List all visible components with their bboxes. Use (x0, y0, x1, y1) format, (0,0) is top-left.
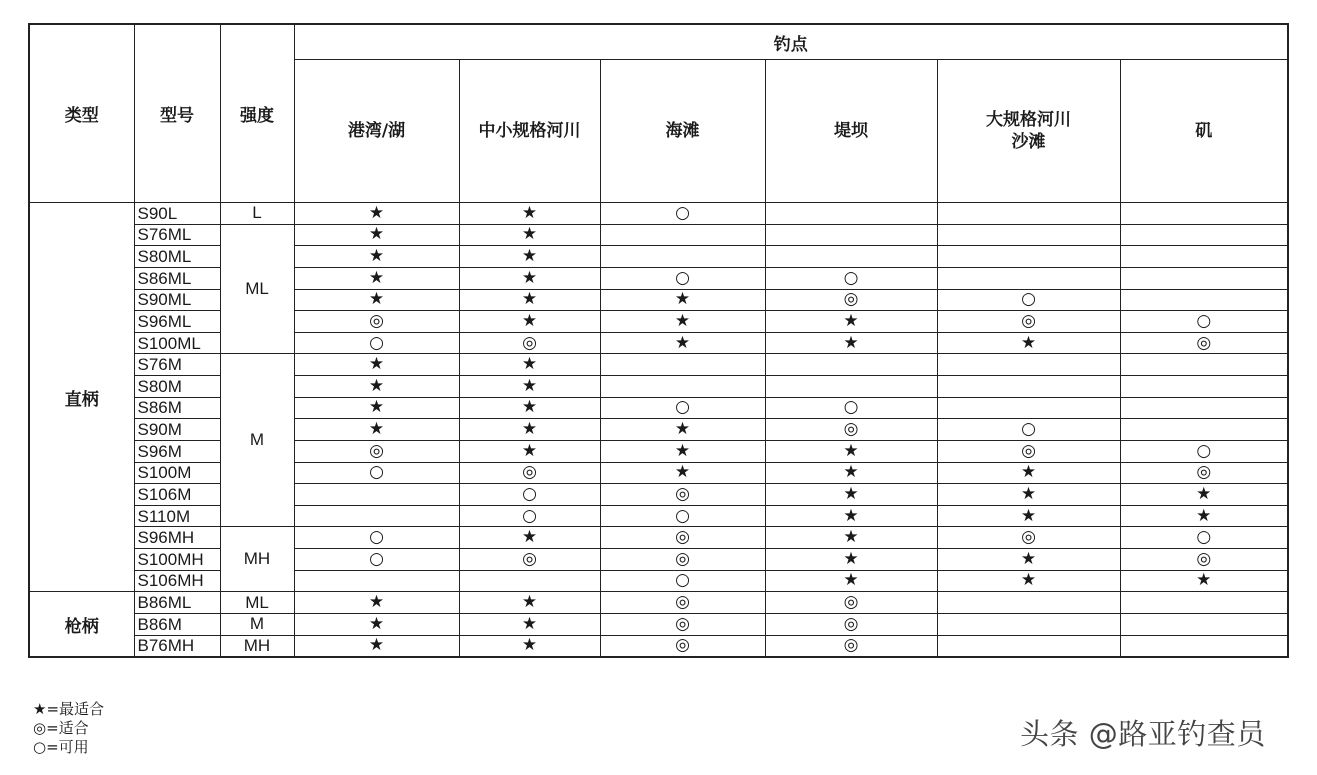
model-cell: S76M (134, 354, 220, 376)
rating-cell: ○ (1120, 440, 1288, 462)
rod-type-cell: 枪柄 (29, 592, 134, 657)
rating-cell: ★ (765, 462, 937, 484)
rod-spot-table (28, 23, 1289, 658)
header-fishing-spots: 钓点 (294, 24, 1288, 60)
rating-cell (600, 376, 765, 398)
watermark: 头条 @路亚钓查员 (1020, 717, 1266, 751)
table-row (29, 311, 1288, 333)
model-cell: S96MH (134, 527, 220, 549)
rating-cell: ★ (294, 203, 459, 225)
rating-cell: ★ (459, 354, 600, 376)
header-spot: 海滩 (600, 60, 765, 203)
model-cell: S90M (134, 419, 220, 441)
rating-cell: ○ (459, 484, 600, 506)
rating-cell: ★ (937, 462, 1120, 484)
rating-cell: ★ (765, 332, 937, 354)
rating-cell: ★ (459, 203, 600, 225)
rating-cell: ★ (765, 549, 937, 571)
rating-cell (1120, 592, 1288, 614)
rating-cell: ◎ (937, 440, 1120, 462)
model-cell: S86M (134, 397, 220, 419)
legend-best: ★=最适合 (33, 700, 105, 718)
rating-cell (1120, 419, 1288, 441)
rating-cell: ★ (459, 397, 600, 419)
table-row (29, 224, 1288, 246)
rating-cell: ○ (294, 332, 459, 354)
strength-cell: ML (220, 224, 294, 354)
rating-cell: ○ (1120, 527, 1288, 549)
rating-cell: ★ (459, 635, 600, 657)
table-row (29, 289, 1288, 311)
rating-cell: ★ (459, 246, 600, 268)
rating-cell: ◎ (1120, 549, 1288, 571)
model-cell: S106MH (134, 570, 220, 592)
rating-cell: ◎ (459, 549, 600, 571)
model-cell: S100M (134, 462, 220, 484)
rating-cell (937, 354, 1120, 376)
rating-cell: ◎ (294, 311, 459, 333)
header-type: 类型 (29, 24, 134, 203)
rating-cell: ★ (459, 311, 600, 333)
rating-cell (937, 376, 1120, 398)
rating-cell (1120, 246, 1288, 268)
legend-usable: ○=可用 (33, 738, 89, 756)
header-model: 型号 (134, 24, 220, 203)
rating-cell: ★ (937, 332, 1120, 354)
rating-cell: ◎ (600, 527, 765, 549)
rating-cell (1120, 635, 1288, 657)
strength-cell: MH (220, 527, 294, 592)
rating-cell: ★ (765, 505, 937, 527)
strength-cell: M (220, 354, 294, 527)
rating-cell: ★ (294, 354, 459, 376)
table-row (29, 527, 1288, 549)
rating-cell: ★ (600, 440, 765, 462)
rating-cell (600, 354, 765, 376)
model-cell: B86M (134, 613, 220, 635)
rating-cell: ◎ (459, 462, 600, 484)
table-row (29, 267, 1288, 289)
rating-cell: ★ (459, 440, 600, 462)
rating-cell: ★ (459, 527, 600, 549)
rating-cell: ★ (294, 267, 459, 289)
strength-cell: M (220, 613, 294, 635)
rating-cell: ★ (937, 505, 1120, 527)
rating-cell: ◎ (600, 592, 765, 614)
rating-cell: ★ (600, 462, 765, 484)
rating-cell (937, 592, 1120, 614)
legend (33, 700, 104, 757)
model-cell: B76MH (134, 635, 220, 657)
rating-cell: ★ (294, 592, 459, 614)
rating-cell: ★ (294, 224, 459, 246)
rating-cell: ★ (459, 592, 600, 614)
model-cell: S90ML (134, 289, 220, 311)
header-spot: 大规格河川 沙滩 (937, 60, 1120, 203)
rating-cell: ★ (459, 613, 600, 635)
rating-cell: ★ (459, 419, 600, 441)
header-spot: 中小规格河川 (459, 60, 600, 203)
rating-cell: ★ (459, 289, 600, 311)
table-row (29, 354, 1288, 376)
rating-cell (937, 397, 1120, 419)
rating-cell (1120, 267, 1288, 289)
rating-cell: ○ (937, 289, 1120, 311)
rating-cell: ★ (1120, 505, 1288, 527)
rating-cell: ★ (765, 311, 937, 333)
table-row (29, 419, 1288, 441)
rating-cell (1120, 613, 1288, 635)
table-row (29, 203, 1288, 225)
rating-cell: ★ (294, 397, 459, 419)
rating-cell: ○ (937, 419, 1120, 441)
rating-cell: ★ (459, 267, 600, 289)
rating-cell: ★ (765, 484, 937, 506)
rating-cell: ◎ (765, 419, 937, 441)
rating-cell: ◎ (294, 440, 459, 462)
rating-cell: ★ (294, 376, 459, 398)
rating-cell: ★ (937, 484, 1120, 506)
rating-cell: ★ (765, 570, 937, 592)
rating-cell: ○ (765, 397, 937, 419)
table-row (29, 635, 1288, 657)
table-row (29, 592, 1288, 614)
rating-cell: ○ (600, 267, 765, 289)
rating-cell: ◎ (600, 549, 765, 571)
rating-cell: ○ (294, 527, 459, 549)
rating-cell (765, 354, 937, 376)
rating-cell (600, 224, 765, 246)
table-row (29, 332, 1288, 354)
rating-cell (1120, 354, 1288, 376)
model-cell: S80M (134, 376, 220, 398)
rating-cell (937, 635, 1120, 657)
rating-cell: ◎ (937, 527, 1120, 549)
rating-cell: ○ (600, 570, 765, 592)
rating-cell (765, 224, 937, 246)
rating-cell: ★ (459, 224, 600, 246)
model-cell: S100MH (134, 549, 220, 571)
rating-cell: ○ (765, 267, 937, 289)
rating-cell: ★ (1120, 570, 1288, 592)
rating-cell: ◎ (600, 484, 765, 506)
rating-cell: ◎ (1120, 462, 1288, 484)
rating-cell: ◎ (600, 613, 765, 635)
legend-suitable: ◎=适合 (33, 719, 89, 737)
rating-cell: ★ (294, 419, 459, 441)
rating-cell (1120, 289, 1288, 311)
rating-cell: ★ (600, 419, 765, 441)
rating-cell (765, 376, 937, 398)
strength-cell: ML (220, 592, 294, 614)
model-cell: B86ML (134, 592, 220, 614)
model-cell: S110M (134, 505, 220, 527)
rating-cell: ★ (294, 613, 459, 635)
rating-cell: ★ (937, 570, 1120, 592)
model-cell: S100ML (134, 332, 220, 354)
table-row (29, 484, 1288, 506)
model-cell: S106M (134, 484, 220, 506)
rating-cell: ◎ (765, 613, 937, 635)
rating-cell: ◎ (937, 311, 1120, 333)
rating-cell (294, 570, 459, 592)
rating-cell (937, 203, 1120, 225)
rating-cell: ○ (459, 505, 600, 527)
rating-cell (937, 613, 1120, 635)
table-row (29, 462, 1288, 484)
header-spot: 堤坝 (765, 60, 937, 203)
rating-cell: ○ (294, 549, 459, 571)
rating-cell (937, 267, 1120, 289)
rating-cell: ◎ (600, 635, 765, 657)
rating-cell (294, 505, 459, 527)
model-cell: S86ML (134, 267, 220, 289)
rating-cell: ◎ (459, 332, 600, 354)
rating-cell: ★ (600, 332, 765, 354)
rating-cell: ◎ (765, 289, 937, 311)
rating-cell (765, 203, 937, 225)
rating-cell (1120, 203, 1288, 225)
rating-cell (1120, 376, 1288, 398)
rating-cell: ★ (294, 289, 459, 311)
table-row (29, 246, 1288, 268)
rating-cell: ○ (600, 397, 765, 419)
model-cell: S76ML (134, 224, 220, 246)
rating-cell (937, 224, 1120, 246)
table-row (29, 505, 1288, 527)
model-cell: S96ML (134, 311, 220, 333)
rating-cell: ◎ (1120, 332, 1288, 354)
rating-cell: ○ (1120, 311, 1288, 333)
table-row (29, 570, 1288, 592)
rating-cell: ★ (459, 376, 600, 398)
header-strength: 强度 (220, 24, 294, 203)
model-cell: S90L (134, 203, 220, 225)
rating-cell: ◎ (765, 592, 937, 614)
rating-cell: ★ (600, 311, 765, 333)
rating-cell: ★ (765, 440, 937, 462)
header-spot: 矶 (1120, 60, 1288, 203)
rating-cell (1120, 224, 1288, 246)
rating-cell: ★ (1120, 484, 1288, 506)
rating-cell: ○ (294, 462, 459, 484)
rating-cell: ★ (600, 289, 765, 311)
rating-cell (937, 246, 1120, 268)
rating-cell (294, 484, 459, 506)
rating-cell: ★ (294, 246, 459, 268)
table-row (29, 440, 1288, 462)
model-cell: S80ML (134, 246, 220, 268)
rating-cell: ★ (294, 635, 459, 657)
strength-cell: MH (220, 635, 294, 657)
table-row (29, 613, 1288, 635)
strength-cell: L (220, 203, 294, 225)
rating-cell: ○ (600, 203, 765, 225)
rating-cell (1120, 397, 1288, 419)
rating-cell: ★ (937, 549, 1120, 571)
table-row (29, 397, 1288, 419)
rating-cell (765, 246, 937, 268)
rod-type-cell: 直柄 (29, 203, 134, 592)
rating-cell: ★ (765, 527, 937, 549)
rating-cell: ◎ (765, 635, 937, 657)
rating-cell: ○ (600, 505, 765, 527)
model-cell: S96M (134, 440, 220, 462)
table-row (29, 376, 1288, 398)
rating-cell (600, 246, 765, 268)
rating-cell (459, 570, 600, 592)
header-spot: 港湾/湖 (294, 60, 459, 203)
table-row (29, 549, 1288, 571)
